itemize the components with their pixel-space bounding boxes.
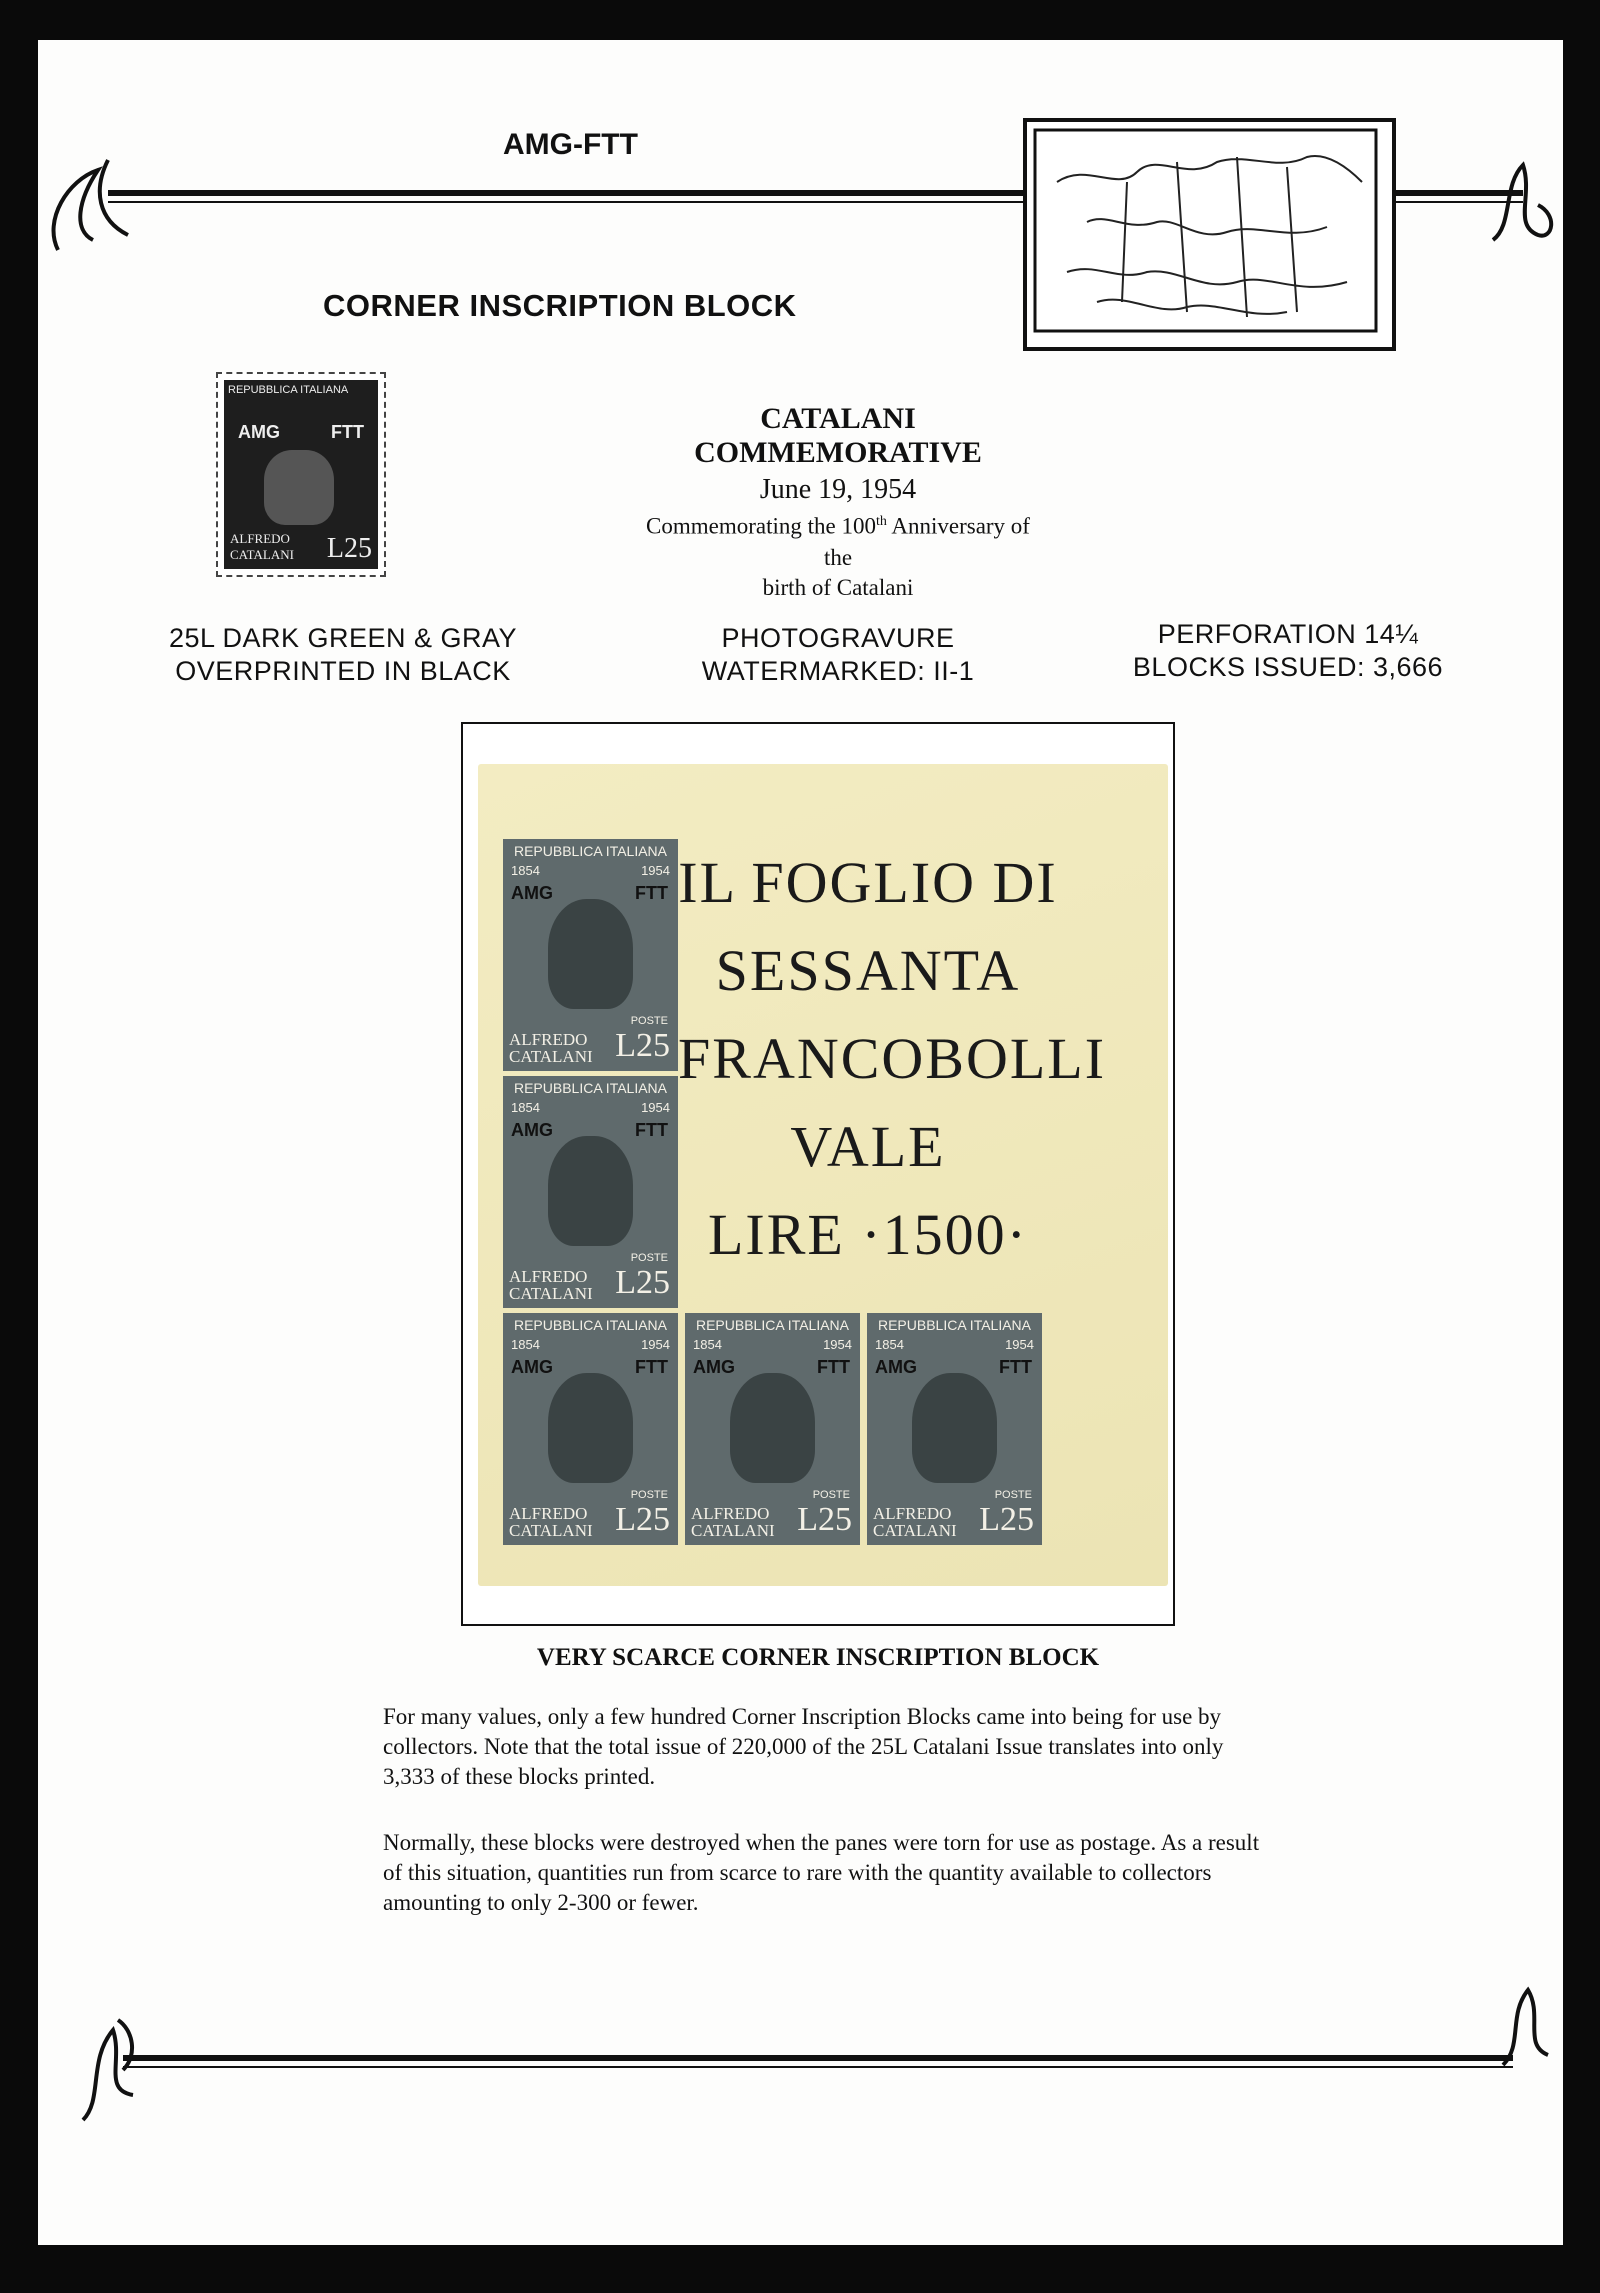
bottom-right-flourish-icon <box>1488 1975 1563 2075</box>
paragraph-1: For many values, only a few hundred Corner Inscription Blocks came into being for use by collectors. Note that the total issue of 220,000 of the 25L Catalani Issue translates into only 3,333 of these blocks printed. <box>383 1704 1224 1789</box>
portrait <box>548 1136 633 1246</box>
specs-right: PERFORATION 14¼ BLOCKS ISSUED: 3,666 <box>1132 619 1444 682</box>
portrait <box>730 1373 815 1483</box>
country-heading: AMG-FTT <box>503 128 638 161</box>
stamp-bottom-3: REPUBBLICA ITALIANA 1854 1954 AMG FTT POSTE ALFREDO CATALANI L25 <box>867 1313 1042 1545</box>
stamp-left-1: REPUBBLICA ITALIANA 1854 1954 AMG FTT POSTE ALFREDO CATALANI L25 <box>503 839 678 1071</box>
stamp-left-2: REPUBBLICA ITALIANA 1854 1954 AMG FTT POSTE ALFREDO CATALANI L25 <box>503 1076 678 1308</box>
stamp-bottom-2: REPUBBLICA ITALIANA 1854 1954 AMG FTT POSTE ALFREDO CATALANI L25 <box>685 1313 860 1545</box>
thumb-overprint-right: FTT <box>331 422 364 442</box>
europe-map-frame <box>1023 118 1396 351</box>
issue-date: June 19, 1954 <box>759 474 917 505</box>
stamp-thumbnail <box>216 372 386 577</box>
portrait <box>548 1373 633 1483</box>
portrait <box>548 899 633 1009</box>
issue-description-2: birth of Catalani <box>762 574 914 600</box>
block-mount <box>461 722 1175 1626</box>
right-flourish-icon <box>1478 145 1563 255</box>
bottom-rule <box>123 2055 1513 2061</box>
thumb-value: L25 <box>326 533 372 564</box>
specs-center: PHOTOGRAVURE WATERMARKED: II-1 <box>701 623 975 686</box>
europe-map-icon <box>1027 122 1384 339</box>
thumb-portrait <box>264 450 334 525</box>
paragraph-2: Normally, these blocks were destroyed when the panes were torn for use as postage. As a result of this situation, quantities run from scarce to rare with the quantity available to collectors amounting to only 2-300 or fewer. <box>383 1830 1260 1915</box>
bottom-rule-thin <box>123 2066 1513 2068</box>
thumb-name: ALFREDO <box>230 531 290 546</box>
inscription-text: IL FOGLIO DI SESSANTA FRANCOBOLLI VALE LIRE ·1500· <box>678 850 1107 1267</box>
thumb-name2: CATALANI <box>230 547 294 562</box>
block-caption: VERY SCARCE CORNER INSCRIPTION BLOCK <box>536 1644 1100 1671</box>
stamp-bottom-1: REPUBBLICA ITALIANA 1854 1954 AMG FTT POSTE ALFREDO CATALANI L25 <box>503 1313 678 1545</box>
left-flourish-icon <box>38 140 148 260</box>
specs-left: 25L DARK GREEN & GRAY OVERPRINTED IN BLACK <box>168 623 518 686</box>
portrait <box>912 1373 997 1483</box>
issue-info <box>638 402 1038 603</box>
top-rule <box>108 190 1063 196</box>
section-title: CORNER INSCRIPTION BLOCK <box>323 288 797 323</box>
thumb-top-text: REPUBBLICA ITALIANA <box>228 384 349 396</box>
top-rule-thin <box>108 201 1063 203</box>
issue-description: Commemorating the 100th Anniversary of the <box>646 513 1030 570</box>
issue-title: CATALANI COMMEMORATIVE <box>694 402 982 469</box>
bottom-left-flourish-icon <box>63 2000 153 2130</box>
album-page <box>38 40 1563 2245</box>
thumb-overprint-left: AMG <box>238 422 280 442</box>
